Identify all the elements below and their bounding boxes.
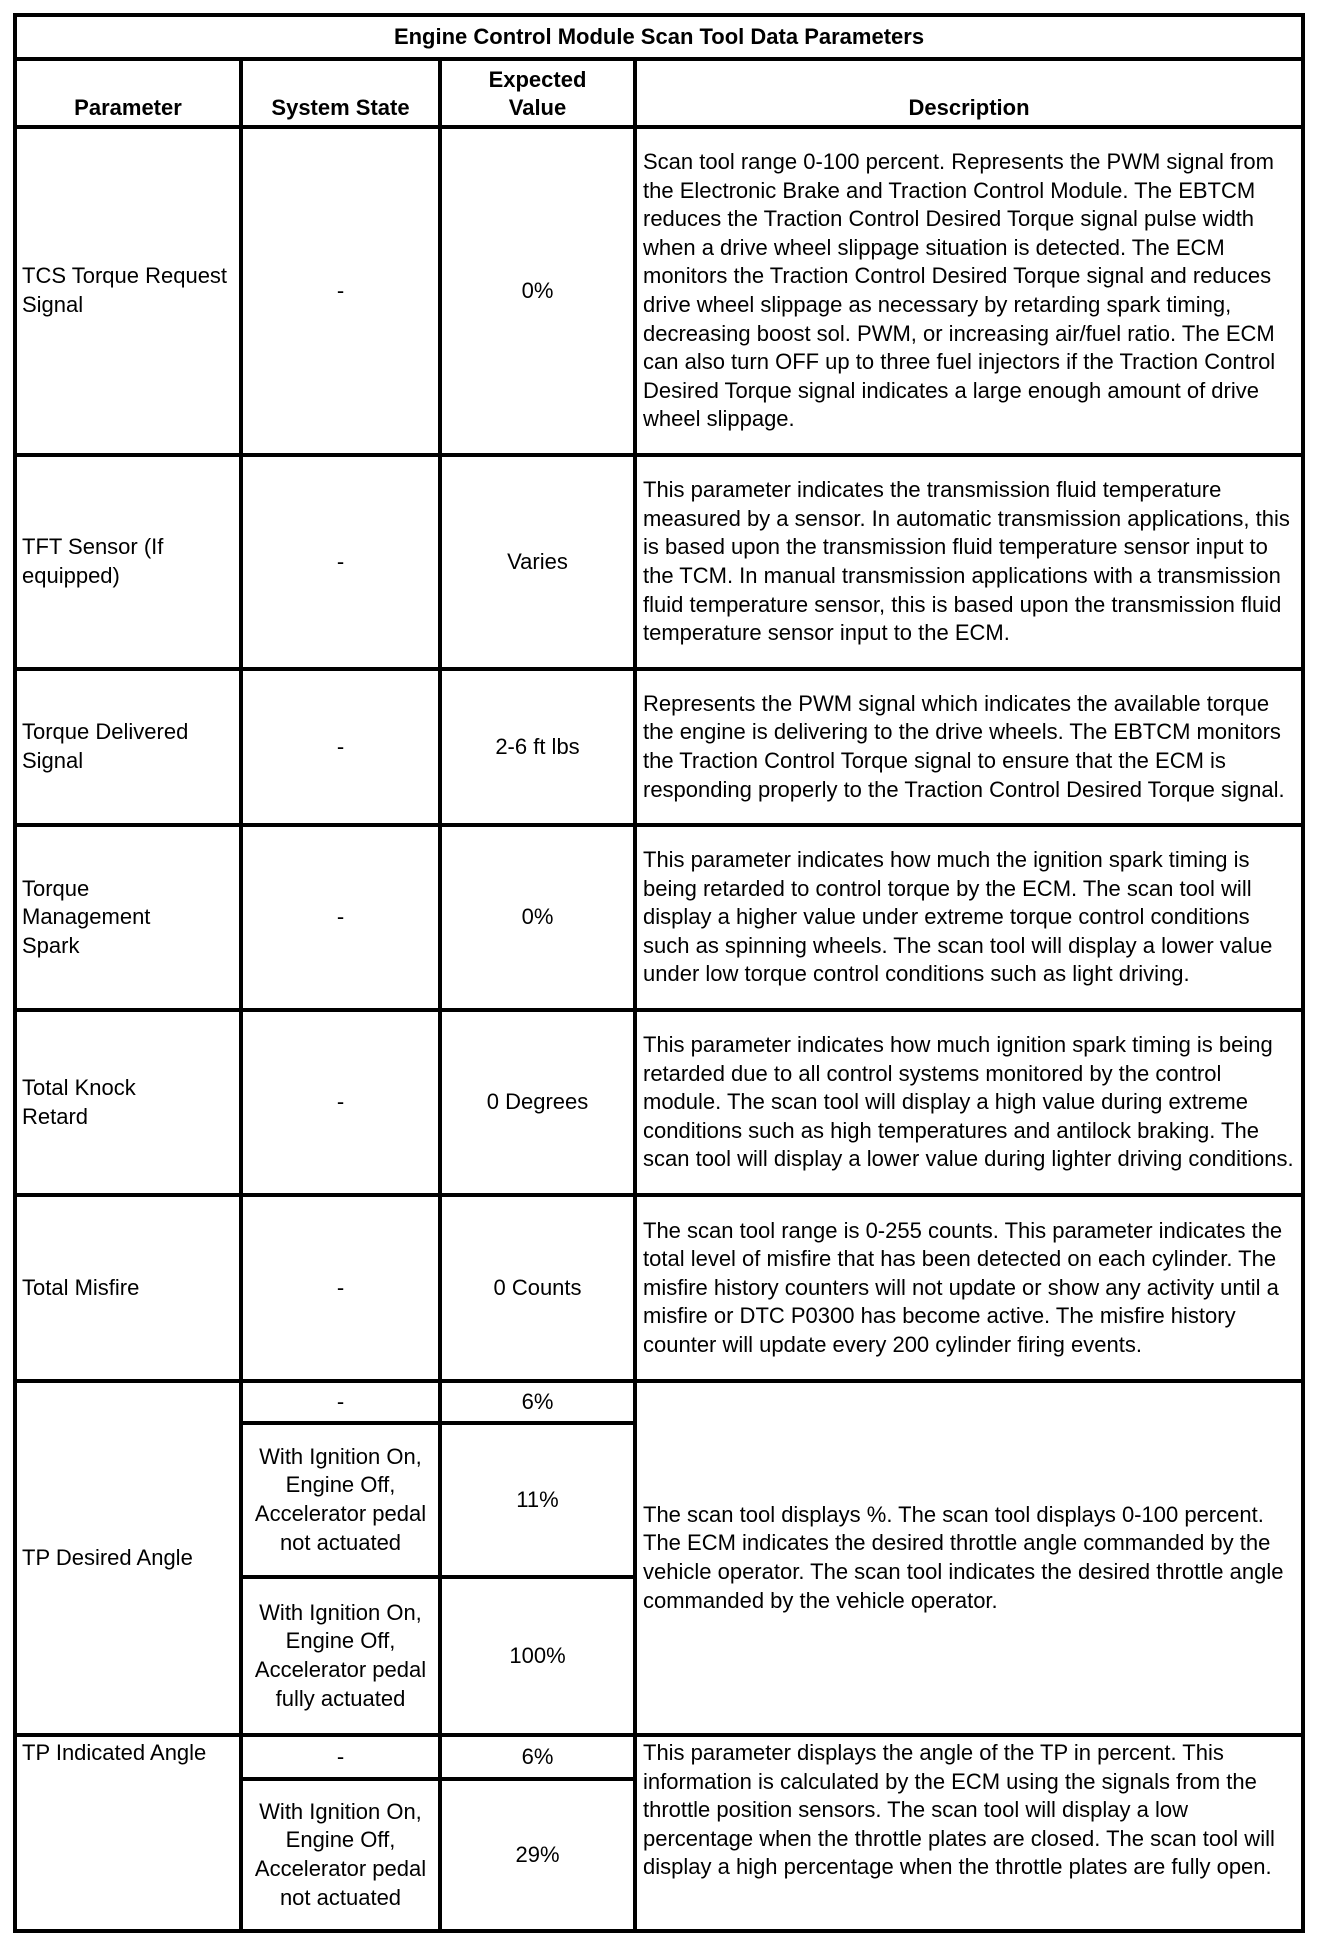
description-cell: This parameter displays the angle of the TP in percent. This information is calculated by the ECM using the signals from the throttle position sensors. The scan tool will display a low percentage when the throttle plates are closed. The scan tool will display a high percentage when the throttle plates are fully open. bbox=[635, 1735, 1303, 1931]
header-description: Description bbox=[635, 59, 1303, 127]
description-cell: Scan tool range 0-100 percent. Represents the PWM signal from the Electronic Brake and Traction Control Module. The EBTCM reduces the Traction Control Desired Torque signal pulse width when a drive wheel slippage situation is detected. The ECM monitors the Traction Control Desired Torque signal and reduces drive wheel slippage as necessary by retarding spark timing, decreasing boost sol. PWM, or increasing air/fuel ratio. The ECM can also turn OFF up to three fuel injectors if the Traction Control Desired Torque signal indicates a large enough amount of drive wheel slippage. bbox=[635, 127, 1303, 455]
parameter-cell bbox=[15, 825, 241, 1010]
table-title: Engine Control Module Scan Tool Data Parameters bbox=[15, 15, 1303, 59]
system-state-cell: With Ignition On, Engine Off, Accelerator pedal fully actuated bbox=[241, 1577, 440, 1735]
description-cell: The scan tool displays %. The scan tool displays 0-100 percent. The ECM indicates the desired throttle angle commanded by the vehicle operator. The scan tool indicates the desired throttle angle commanded by the vehicle operator. bbox=[635, 1381, 1303, 1735]
parameter-cell: TP Desired Angle bbox=[15, 1381, 241, 1735]
header-expected-value-text: Expected Value bbox=[488, 66, 587, 121]
expected-value-cell: 0% bbox=[440, 127, 635, 455]
expected-value-cell: 2-6 ft lbs bbox=[440, 669, 635, 825]
parameter-cell: TCS Torque Request Signal bbox=[15, 127, 241, 455]
table-row bbox=[15, 1195, 1303, 1381]
system-state-cell: With Ignition On, Engine Off, Accelerator pedal not actuated bbox=[241, 1779, 440, 1931]
system-state-cell: - bbox=[241, 1735, 440, 1779]
parameter-text: TFT Sensor (If equipped) bbox=[22, 534, 164, 588]
system-state-cell: - bbox=[241, 825, 440, 1010]
table-row bbox=[15, 825, 1303, 1010]
description-cell: This parameter indicates how much the ignition spark timing is being retarded to control torque by the ECM. The scan tool will display a higher value under extreme torque control conditions such as spinning wheels. The scan tool will display a lower value under low torque control conditions such as light driving. bbox=[635, 825, 1303, 1010]
header-system-state: System State bbox=[241, 59, 440, 127]
description-cell: This parameter indicates how much ignition spark timing is being retarded due to all control systems monitored by the control module. The scan tool will display a high value during extreme conditions such as high temperatures and antilock braking. The scan tool will display a lower value during lighter driving conditions. bbox=[635, 1010, 1303, 1195]
description-cell: The scan tool range is 0-255 counts. This parameter indicates the total level of misfire that has been detected on each cylinder. The misfire history counters will not update or show any activity until a misfire or DTC P0300 has become active. The misfire history counter will update every 200 cylinder firing events. bbox=[635, 1195, 1303, 1381]
description-cell: Represents the PWM signal which indicates the available torque the engine is delivering to the drive wheels. The EBTCM monitors the Traction Control Torque signal to ensure that the ECM is responding properly to the Traction Control Desired Torque signal. bbox=[635, 669, 1303, 825]
table-row bbox=[15, 127, 1303, 455]
parameter-cell: TP Indicated Angle bbox=[15, 1735, 241, 1931]
parameter-cell bbox=[15, 455, 241, 669]
system-state-cell: - bbox=[241, 1010, 440, 1195]
parameter-text: Torque Delivered Signal bbox=[22, 719, 189, 773]
expected-value-cell: 6% bbox=[440, 1381, 635, 1423]
system-state-cell: - bbox=[241, 1381, 440, 1423]
parameter-text: Torque Management Spark bbox=[22, 875, 151, 958]
table-row bbox=[15, 455, 1303, 669]
parameter-text: Total Knock Retard bbox=[22, 1074, 136, 1129]
system-state-cell: - bbox=[241, 455, 440, 669]
expected-value-cell: 0 Counts bbox=[440, 1195, 635, 1381]
expected-value-cell: 29% bbox=[440, 1779, 635, 1931]
expected-value-cell: 100% bbox=[440, 1577, 635, 1735]
system-state-cell: With Ignition On, Engine Off, Accelerator pedal not actuated bbox=[241, 1423, 440, 1577]
expected-value-cell: 6% bbox=[440, 1735, 635, 1779]
system-state-cell: - bbox=[241, 669, 440, 825]
parameter-cell bbox=[15, 1010, 241, 1195]
header-parameter: Parameter bbox=[15, 59, 241, 127]
table-row-tp-indicated bbox=[15, 1735, 1303, 1779]
expected-value-cell: Varies bbox=[440, 455, 635, 669]
table-row bbox=[15, 669, 1303, 825]
title-row bbox=[15, 15, 1303, 59]
system-state-cell: - bbox=[241, 1195, 440, 1381]
parameter-cell bbox=[15, 669, 241, 825]
expected-value-cell: 0% bbox=[440, 825, 635, 1010]
header-row bbox=[15, 59, 1303, 127]
description-cell: This parameter indicates the transmission fluid temperature measured by a sensor. In automatic transmission applications, this is based upon the transmission fluid temperature sensor input to the TCM. In manual transmission applications with a transmission fluid temperature sensor, this is based upon the transmission fluid temperature sensor input to the ECM. bbox=[635, 455, 1303, 669]
scan-data-table bbox=[13, 13, 1305, 1933]
table-row bbox=[15, 1010, 1303, 1195]
expected-value-cell: 11% bbox=[440, 1423, 635, 1577]
table-row-tp-desired bbox=[15, 1381, 1303, 1423]
parameter-cell: Total Misfire bbox=[15, 1195, 241, 1381]
system-state-cell: - bbox=[241, 127, 440, 455]
expected-value-cell: 0 Degrees bbox=[440, 1010, 635, 1195]
header-expected-value bbox=[440, 59, 635, 127]
